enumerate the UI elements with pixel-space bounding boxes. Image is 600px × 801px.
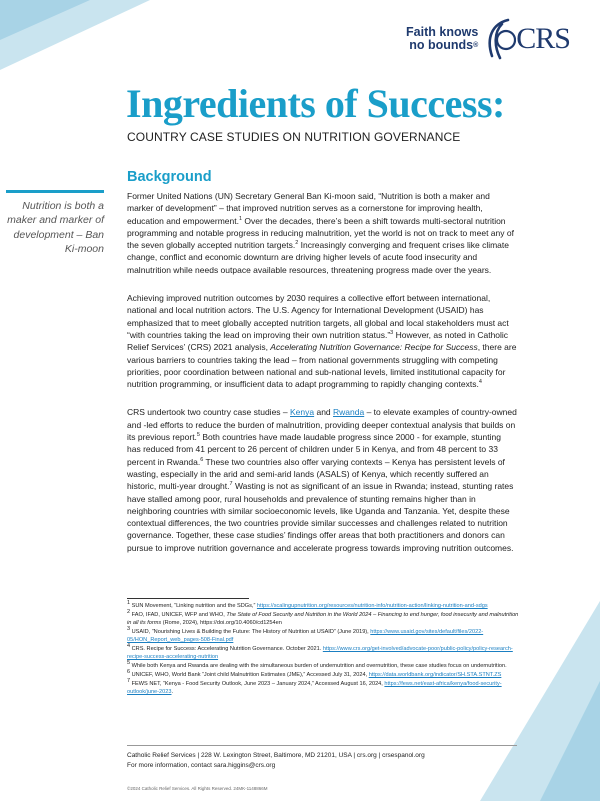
footer	[127, 751, 425, 771]
footnote-link[interactable]: https://fews.net/east-africa/kenya/food-security-outlook/june-2023	[127, 681, 502, 695]
page-subtitle: COUNTRY CASE STUDIES ON NUTRITION GOVERNANCE	[127, 130, 461, 144]
footnote-ref-2[interactable]: 2	[295, 240, 299, 247]
footnote-link[interactable]: https://www.crs.org/get-involved/advocate-poor/public-policy/policy-research-recipe-success-accelerating-nutrition	[127, 646, 513, 660]
footer-address: Catholic Relief Services | 228 W. Lexington Street, Baltimore, MD 21201, USA | crs.org | crsespanol.org	[127, 752, 425, 759]
copyright: ©2024 Catholic Relief Services. All Rights Reserved. 24MK-1148866M	[127, 786, 268, 791]
corner-decoration-top-left-inner	[0, 0, 90, 40]
footer-contact: For more information, contact sara.higgins@crs.org	[127, 762, 276, 769]
tagline-line2: no bounds	[409, 38, 474, 52]
footnote-ref-5[interactable]: 5	[196, 432, 200, 439]
footnote-1: $^1$ SUN Movement, “Linking nutrition and the SDGs,” https://scalingupnutrition.org/resources/nutrition-info/nutrition-action/linking-nutrition-and-sdgs	[127, 600, 488, 609]
footnote-ref-1[interactable]: 1	[239, 215, 243, 222]
paragraph-3: CRS undertook two country case studies – Kenya and Rwanda – to elevate examples of country-owned and -led efforts to reduce the burden of malnutrition, providing deeper contextual analysis that builds on its previous report.$^5$ Both countries have made laudable progress since 2000 - for example, stunting has reduced from 41 percent to 26 percent of children under 5 in Kenya, and from 48 percent to 33 percent in Rwanda.$^6$ These two countries also offer varying contexts – Kenya has persistent levels of wasting, especially in the arid and semi-arid lands (ASALS) of Kenya, which recently suffered an historic, multi-year drought.$^7$ Wasting is not as significant of an issue in Rwanda; instead, stunting rates have stalled among poor, rural households and prevalence of stunting remains higher than in neighboring countries with similar socioeconomic levels, like Uganda and Tanzania. Yet, despite these contextual differences, the two countries provide similar successes and challenges related to nutrition governance. Together, these case studies’ findings offer areas that both practitioners and donors can pursue to improve nutrition governance and accelerate progress towards improving nutrition outcomes.	[127, 407, 517, 553]
footnote-rule	[127, 598, 249, 599]
paragraph-2: Achieving improved nutrition outcomes by 2030 requires a collective effort between international, national and local nutrition actors. The U.S. Agency for International Development (USAID) has emphasized that to meet globally accepted nutrition targets, all global and local stakeholders must act “with countries taking the lead on improving their own nutrition status.”$^3$ However, as noted in Catholic Relief Services’ (CRS) 2021 analysis, Accelerating Nutrition Governance: Recipe for Success, there are various barriers to countries taking the lead – from national governments struggling with competing priorities, poor coordination between national and sub-national levels, limited institutional capacity for nutrition programming, or insufficient data to adapt programming to rapidly changing contexts.$^4$	[127, 293, 517, 390]
tagline-line1: Faith knows	[406, 25, 479, 39]
footnotes	[127, 602, 519, 697]
footnote-ref-6[interactable]: 6	[200, 456, 204, 463]
crs-logo	[406, 16, 570, 62]
section-heading: Background	[127, 169, 212, 185]
tagline	[406, 26, 478, 52]
pullquote-rule	[6, 190, 104, 193]
footnote-link[interactable]: https://www.usaid.gov/sites/default/files/2022-05/HON_Report_web_pages-508-Final.pdf	[127, 629, 484, 643]
pullquote: Nutrition is both a maker and marker of development – Ban Ki-moon	[7, 200, 104, 255]
footnote-ref-7[interactable]: 7	[229, 481, 233, 488]
footnote-4: $^4$ CRS. Recipe for Success: Accelerating Nutrition Governance. October 2021. https://www.crs.org/get-involved/advocate-poor/public-policy/policy-research-recipe-success-accelerating-nutrition	[127, 643, 513, 660]
footnote-link[interactable]: https://data.worldbank.org/indicator/SH.STA.STNT.ZS	[368, 672, 502, 678]
footnote-7: $^7$ FEWS NET, “Kenya - Food Security Outlook, June 2023 – January 2024,” Accessed August 16, 2024, https://fews.net/east-africa/kenya/food-security-outlook/june-2023.	[127, 678, 502, 695]
footnote-5: $^5$ While both Kenya and Rwanda are dealing with the simultaneous burden of undernutrition and overnutrition, these case studies focus on undernutrition.	[127, 660, 507, 669]
registered-mark: ®	[473, 42, 479, 49]
logo-text: CRS	[516, 22, 570, 55]
rwanda-link[interactable]: Rwanda	[333, 407, 365, 418]
paragraph-1: Former United Nations (UN) Secretary General Ban Ki-moon said, “Nutrition is both a maker and marker of development” – that improved nutrition serves as a cornerstone for improving health, education and empowerment.$^1$ Over the decades, there’s been a shift towards multi-sectoral nutrition programming and notable progress in reducing malnutrition, yet the world is not on track to meet any of the seven globally accepted nutrition targets.$^2$ Increasingly converging and frequent crises like climate change, conflict and economic downturn are driving higher levels of acute food insecurity and malnutrition while needs outpace available resources, threatening progress made over the years.	[127, 191, 514, 275]
body-text	[127, 190, 517, 570]
footnote-2: $^2$ FAO, IFAD, UNICEF, WFP and WHO, The State of Food Security and Nutrition in the World 2024 – Financing to end hunger, food insecurity and malnutrition in all its forms (Rome, 2024), https://doi.org/10.4060/cd1254en	[127, 609, 519, 626]
footnote-link[interactable]: https://scalingupnutrition.org/resources/nutrition-info/nutrition-action/linking-nutrition-and-sdgs	[256, 603, 488, 609]
page-title: Ingredients of Success:	[126, 81, 505, 126]
crs-logo-icon	[482, 16, 516, 62]
footnote-ref-3[interactable]: 3	[390, 330, 394, 337]
footer-rule	[127, 745, 517, 746]
footnote-ref-4[interactable]: 4	[478, 379, 482, 386]
corner-decoration-bottom-right-inner	[540, 681, 600, 801]
footnote-6: $^6$ UNICEF, WHO, World Bank “Joint child Malnutrition Estimates (JME),” Accessed July 31, 2024, https://data.worldbank.org/indicator/SH.STA.STNT.ZS	[127, 669, 502, 678]
kenya-link[interactable]: Kenya	[290, 407, 315, 418]
footnote-3: $^3$ USAID, “Nourishing Lives & Building the Future: The History of Nutrition at USAID” (June 2019), https://www.usaid.gov/sites/default/files/2022-05/HON_Report_web_pages-508-Final.pdf	[127, 626, 484, 643]
